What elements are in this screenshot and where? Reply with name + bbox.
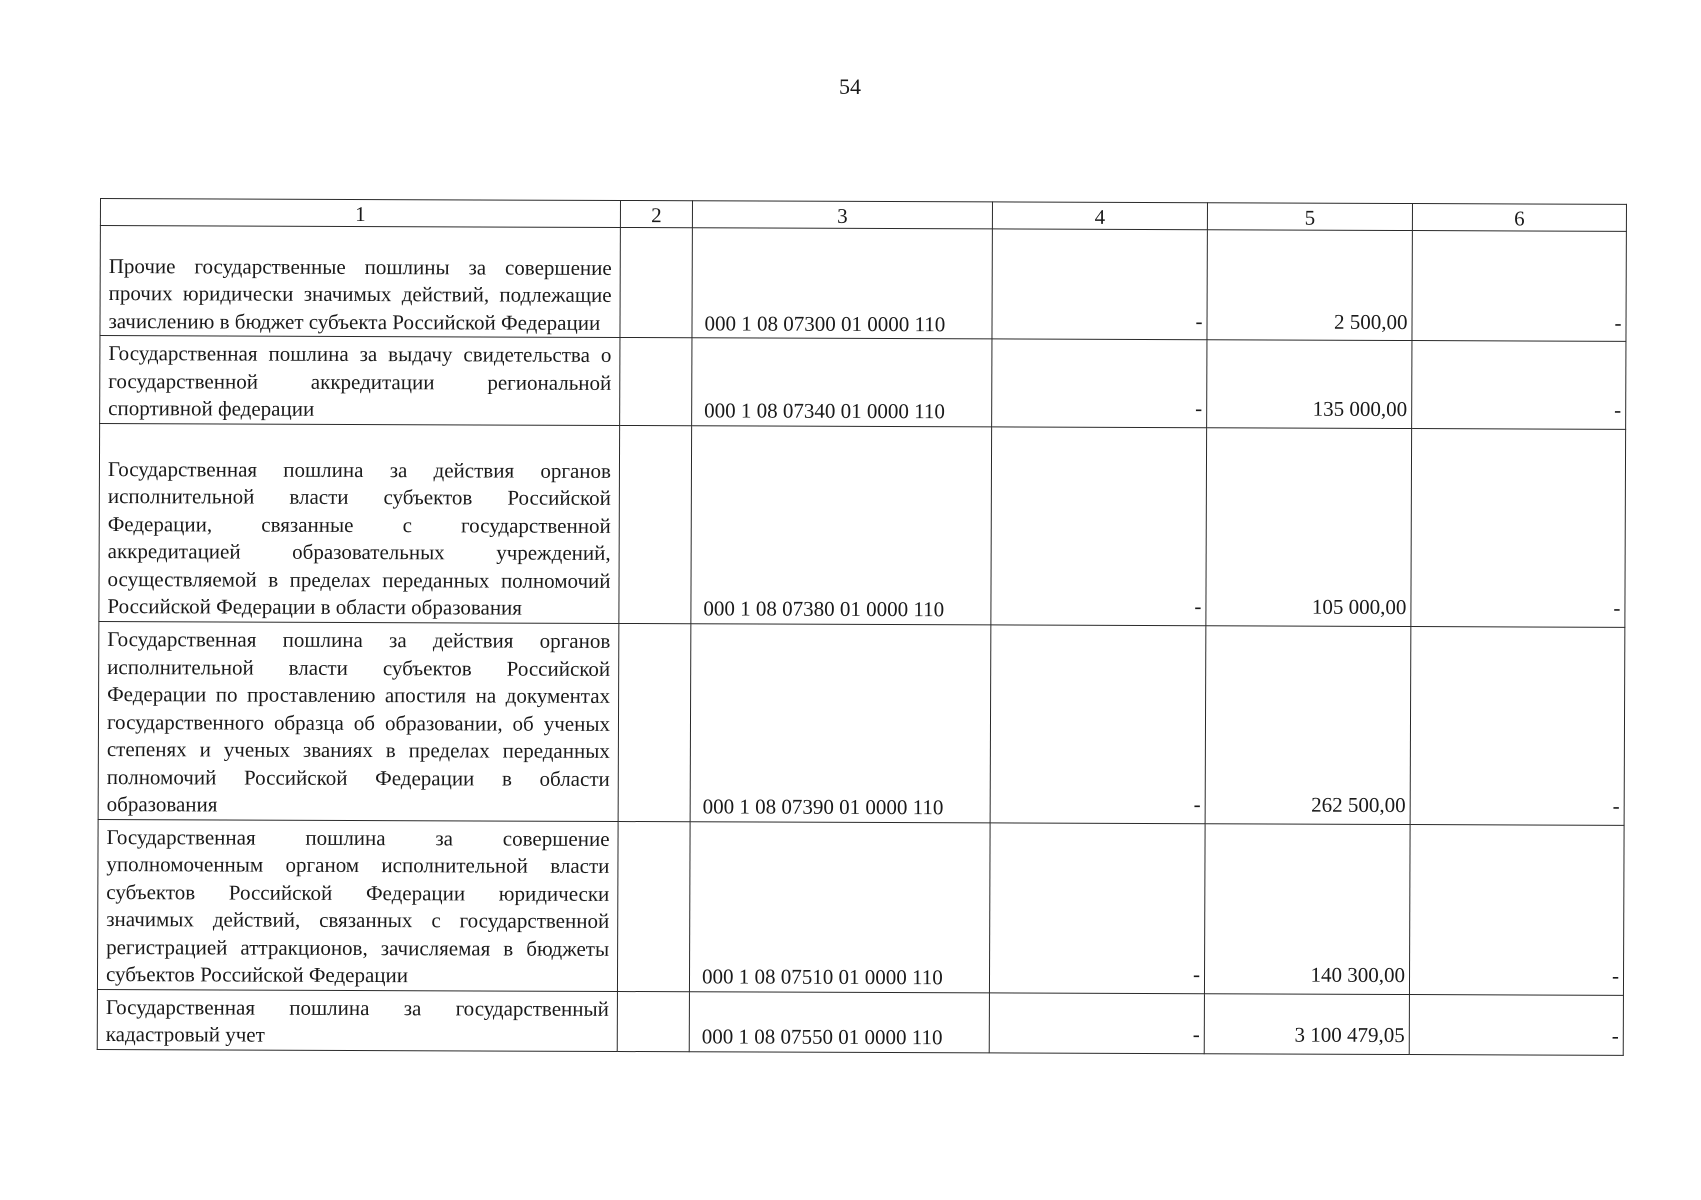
row-col5: 3 100 479,05 xyxy=(1204,993,1409,1054)
row-col5: 135 000,00 xyxy=(1207,340,1412,428)
row-col2 xyxy=(620,337,692,425)
row-code: 000 1 08 07390 01 0000 110 xyxy=(690,623,991,822)
table-row xyxy=(97,989,1623,1055)
row-col4: - xyxy=(992,229,1207,340)
header-col-4: 4 xyxy=(992,202,1207,230)
row-col4: - xyxy=(992,339,1207,427)
row-code: 000 1 08 07340 01 0000 110 xyxy=(692,338,992,427)
row-col6: - xyxy=(1409,994,1623,1055)
row-col2 xyxy=(619,425,692,623)
row-name: Прочие государственные пошлины за совершение прочих юридически значимых действий, подлежащие зачислению в бюджет субъекта Российской Федерации xyxy=(100,226,620,338)
header-col-1: 1 xyxy=(100,199,620,228)
header-col-3: 3 xyxy=(692,201,992,229)
row-code: 000 1 08 07380 01 0000 110 xyxy=(691,425,992,624)
row-col2 xyxy=(617,821,690,991)
row-name: Государственная пошлина за действия органов исполнительной власти субъектов Российской Федерации, связанные с государственной аккредитацией образовательных учреждений, осуществляемой в пределах переданных полномочий Российской Федерации в области образования xyxy=(99,423,620,623)
row-col6: - xyxy=(1412,231,1626,342)
header-col-2: 2 xyxy=(620,200,692,227)
row-col4: - xyxy=(989,992,1204,1053)
table-row xyxy=(99,423,1626,627)
row-code: 000 1 08 07550 01 0000 110 xyxy=(689,991,989,1052)
header-col-6: 6 xyxy=(1412,204,1626,232)
row-col6: - xyxy=(1411,428,1626,627)
row-col4: - xyxy=(990,624,1206,823)
row-col5: 2 500,00 xyxy=(1207,230,1412,341)
table-row xyxy=(97,819,1624,995)
revenue-table xyxy=(97,198,1627,1055)
table-row xyxy=(98,621,1625,825)
row-name: Государственная пошлина за выдачу свидетельства о государственной аккредитации региональной спортивной федерации xyxy=(100,336,620,425)
row-col5: 105 000,00 xyxy=(1206,427,1412,626)
row-col2 xyxy=(618,623,691,821)
row-code: 000 1 08 07300 01 0000 110 xyxy=(692,228,992,339)
row-col6: - xyxy=(1410,626,1625,825)
row-col6: - xyxy=(1409,824,1624,995)
row-col4: - xyxy=(989,822,1205,993)
header-col-5: 5 xyxy=(1207,203,1412,231)
table-row xyxy=(100,336,1626,429)
row-col6: - xyxy=(1412,341,1626,429)
row-col5: 140 300,00 xyxy=(1204,823,1410,994)
row-name: Государственная пошлина за действия органов исполнительной власти субъектов Российской Федерации по проставлению апостиля на документах государственного образца об образовании, об ученых степенях и ученых званиях в пределах переданных полномочий Российской Федерации в области образования xyxy=(98,621,619,821)
page-number: 54 xyxy=(839,74,861,99)
row-col2 xyxy=(620,227,692,337)
row-col2 xyxy=(617,991,689,1051)
row-name: Государственная пошлина за совершение уполномоченным органом исполнительной власти субъектов Российской Федерации юридически значимых действий, связанных с государственной регистрацией аттракционов, зачисляемая в бюджеты субъектов Российской Федерации xyxy=(97,819,618,991)
row-name: Государственная пошлина за государственный кадастровый учет xyxy=(97,989,617,1051)
table-row xyxy=(100,226,1626,342)
row-col4: - xyxy=(991,426,1207,625)
row-code: 000 1 08 07510 01 0000 110 xyxy=(689,821,990,992)
row-col5: 262 500,00 xyxy=(1205,625,1411,824)
